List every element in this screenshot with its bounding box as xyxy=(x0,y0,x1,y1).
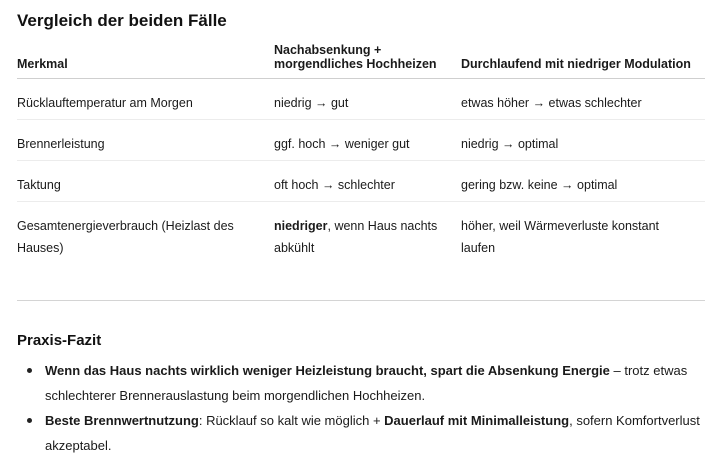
cell-merkmal: Rücklauftemperatur am Morgen xyxy=(17,79,274,120)
section-heading: Vergleich der beiden Fälle xyxy=(17,11,227,30)
cell-merkmal: Brennerleistung xyxy=(17,120,274,161)
cell-nachabsenkung: oft hoch → schlechter xyxy=(274,161,461,202)
list-item-emphasis: Beste Brennwertnutzung xyxy=(45,413,199,428)
cell-text: , wenn Haus nachts abkühlt xyxy=(274,219,438,255)
table-header-row xyxy=(17,43,705,79)
list-item-emphasis: Dauerlauf mit Minimalleistung xyxy=(384,413,570,428)
fazit-heading: Praxis-Fazit xyxy=(17,332,102,349)
section-divider xyxy=(17,300,705,301)
table-row xyxy=(17,161,705,202)
cell-durchlaufend: etwas höher → etwas schlechter xyxy=(461,79,705,120)
list-item-text: – trotz etwas schlechterer Brennerauslastung beim morgendlichen Hochheizen. xyxy=(45,363,688,403)
table-row xyxy=(17,120,705,161)
cell-nachabsenkung: niedrig → gut xyxy=(274,79,461,120)
cell-merkmal: Taktung xyxy=(17,161,274,202)
cell-merkmal: Gesamtenergieverbrauch (Heizlast des Hauses) xyxy=(17,219,234,255)
list-item-emphasis: Wenn das Haus nachts wirklich weniger Heizleistung braucht, spart die Absenkung Energie xyxy=(45,363,610,378)
cell-nachabsenkung xyxy=(274,202,461,269)
list-item-text: : Rücklauf so kalt wie möglich + xyxy=(198,413,385,428)
fazit-list xyxy=(17,358,720,458)
list-item xyxy=(45,358,720,408)
cell-durchlaufend: gering bzw. keine → optimal xyxy=(461,161,705,202)
table-row xyxy=(17,79,705,120)
list-item-text: , sofern Komfortverlust akzeptabel. xyxy=(45,413,700,453)
cell-emphasis: niedriger xyxy=(274,219,328,233)
column-header-merkmal: Merkmal xyxy=(17,43,274,79)
cell-durchlaufend: höher, weil Wärmeverluste konstant laufen xyxy=(461,219,660,255)
cell-durchlaufend: niedrig → optimal xyxy=(461,120,705,161)
column-header-durchlaufend: Durchlaufend mit niedriger Modulation xyxy=(461,43,705,79)
comparison-table xyxy=(17,43,705,268)
table-row xyxy=(17,202,705,269)
cell-nachabsenkung: ggf. hoch → weniger gut xyxy=(274,120,461,161)
list-item xyxy=(45,408,720,458)
column-header-nachabsenkung: Nachabsenkung + morgendliches Hochheizen xyxy=(274,43,461,79)
